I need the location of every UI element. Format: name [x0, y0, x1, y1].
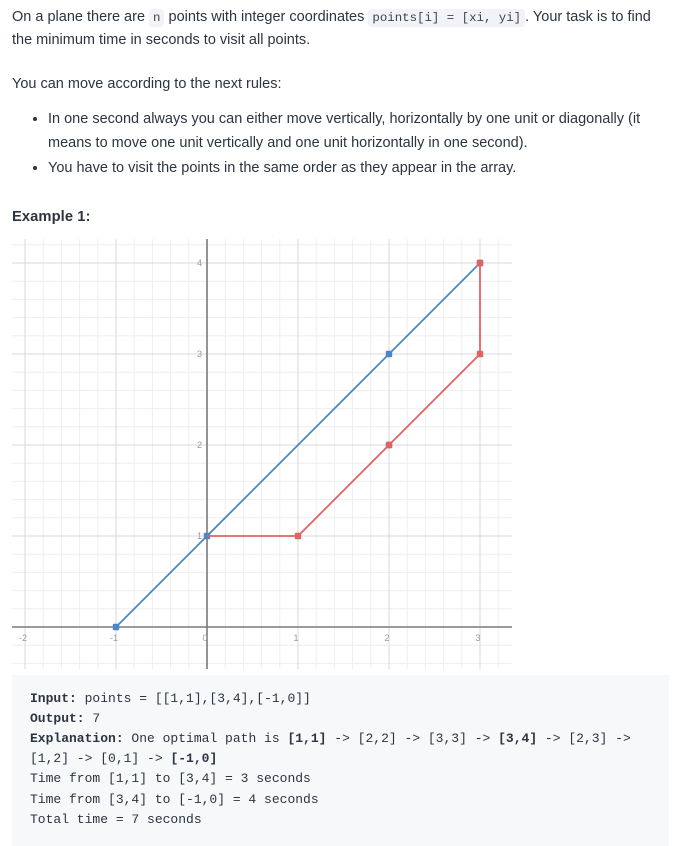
data-point-marker [295, 533, 301, 539]
intro-text-1: On a plane there are [12, 9, 150, 25]
path-mid: -> [2,2] -> [3,3] -> [326, 731, 499, 747]
input-label: Input: [30, 690, 77, 706]
intro-text-2: points with integer coordinates [164, 9, 369, 25]
input-value: points = [[1,1],[3,4],[-1,0]] [76, 690, 311, 706]
y-tick-label: 4 [196, 257, 202, 268]
path-start: [1,1] [287, 731, 327, 747]
inline-code-points: points[i] = [xi, yi] [368, 9, 525, 27]
data-point-marker [386, 351, 392, 357]
inline-code-n: n [149, 9, 164, 27]
y-tick-label: 1 [196, 530, 202, 541]
problem-page [0, 6, 681, 846]
x-tick-label: 2 [384, 632, 390, 643]
x-tick-label: 0 [202, 632, 208, 643]
intro-text-3: . Your task is to find the minimum time in seconds to visit all points. [12, 9, 651, 49]
data-point-marker [477, 351, 483, 357]
data-point-marker [113, 624, 119, 630]
problem-statement [12, 6, 669, 53]
y-tick-label: 2 [196, 439, 202, 450]
x-tick-label: 3 [475, 632, 481, 643]
data-point-marker [477, 260, 483, 266]
input-line [30, 689, 651, 709]
explanation-pre: One optimal path is [123, 731, 288, 747]
list-item: • You have to visit the points in the same order as they appear in the array. [48, 157, 669, 180]
time-line-1: Time from [1,1] to [3,4] = 3 seconds [30, 771, 311, 787]
x-tick-label: 1 [293, 632, 299, 643]
plot-svg [12, 239, 512, 669]
x-tick-label: -2 [18, 632, 28, 643]
example-output-box [12, 675, 669, 846]
output-line [30, 709, 651, 729]
explanation-label: Explanation: [30, 731, 124, 747]
output-label: Output: [30, 711, 85, 727]
y-tick-label: 3 [196, 348, 202, 359]
rules-lead: You can move according to the next rules: [12, 75, 282, 92]
total-time-line: Total time = 7 seconds [30, 811, 202, 827]
coordinate-plot [12, 239, 512, 669]
explanation-line [30, 729, 651, 769]
path-bold-2: [3,4] [498, 731, 538, 747]
data-point-marker [386, 442, 392, 448]
time-line-2: Time from [3,4] to [-1,0] = 4 seconds [30, 791, 319, 807]
output-value: 7 [84, 711, 101, 727]
x-tick-label: -1 [109, 632, 119, 643]
example-title: Example 1: [12, 208, 91, 225]
path-mid-2: -> [2,3] -> [1,2] -> [0,1] -> [30, 731, 639, 767]
rules-list [12, 108, 669, 180]
list-item: • In one second always you can either move vertically, horizontally by one unit or diagonally (it means to move one unit vertically and one unit horizontally in one second). [48, 108, 669, 155]
path-end: [-1,0] [170, 751, 218, 767]
